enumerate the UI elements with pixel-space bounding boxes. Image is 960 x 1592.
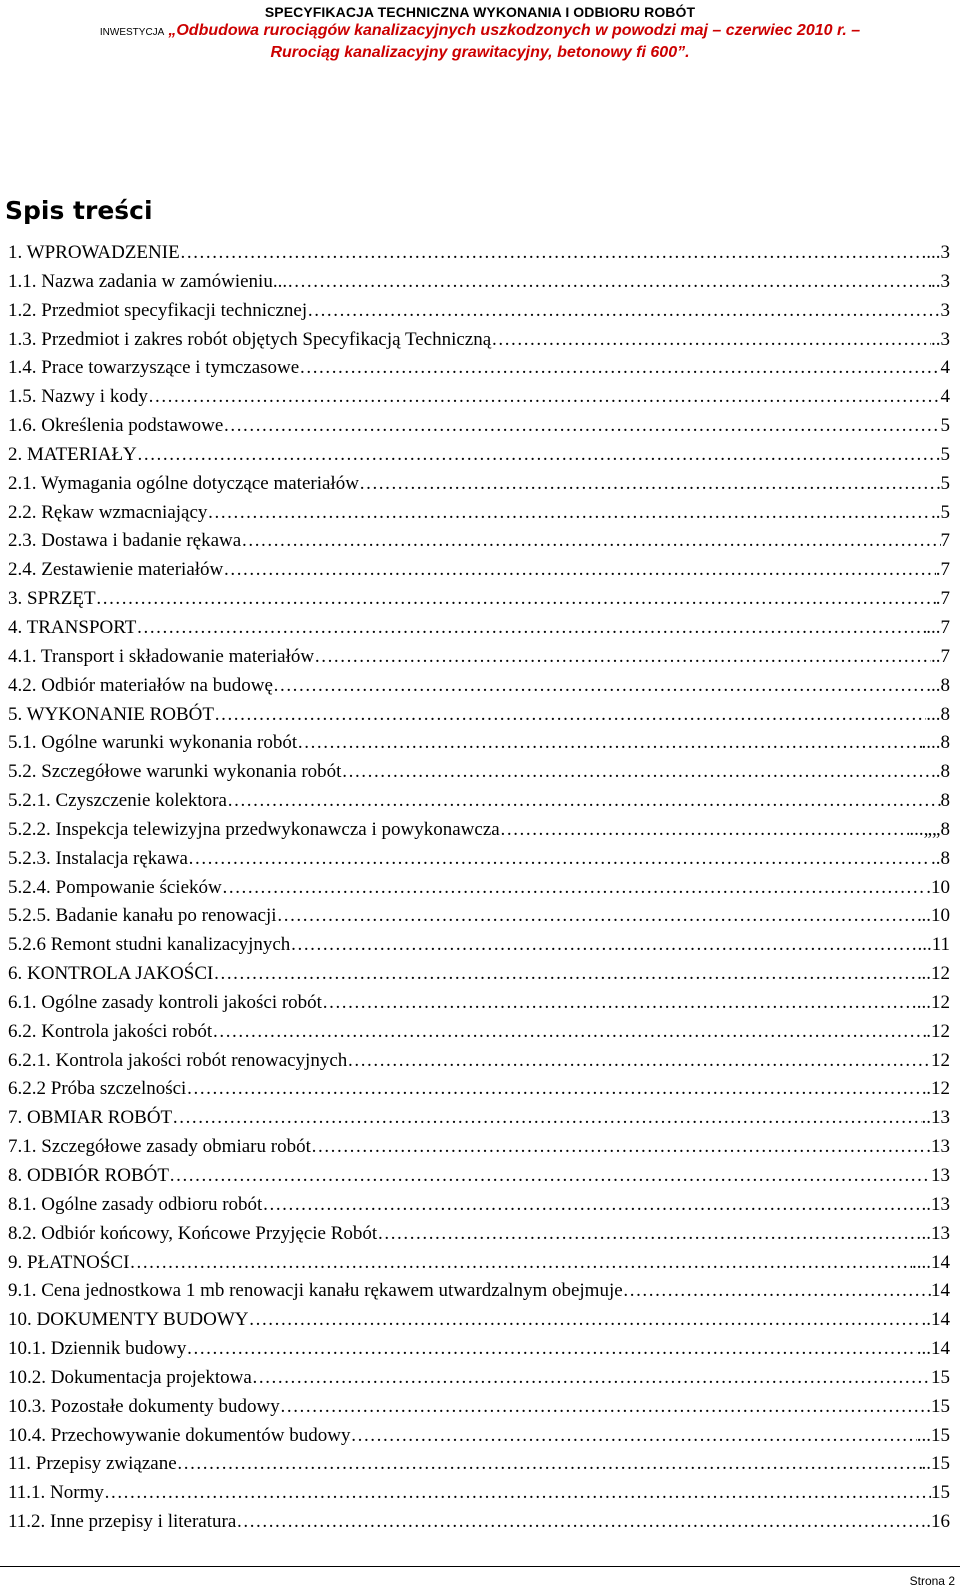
toc-entry[interactable] <box>8 845 950 874</box>
toc-dot-leader <box>262 1191 921 1220</box>
toc-entry[interactable] <box>8 1075 950 1104</box>
toc-entry-title: 4. TRANSPORT <box>8 616 137 638</box>
toc-dot-leader <box>297 729 921 758</box>
toc-entry[interactable] <box>8 1364 950 1393</box>
toc-entry[interactable] <box>8 874 950 903</box>
toc-entry[interactable] <box>8 1450 950 1479</box>
toc-entry-page: ...12 <box>916 991 950 1013</box>
toc-entry[interactable] <box>8 787 950 816</box>
toc-entry-page: ...14 <box>916 1338 950 1360</box>
toc-entry-page: 8 <box>940 790 950 812</box>
toc-entry-page: .12 <box>926 1020 950 1042</box>
toc-dot-leader <box>273 672 926 701</box>
toc-entry-page: ...8 <box>926 703 950 725</box>
toc-entry[interactable] <box>8 989 950 1018</box>
toc-entry-title: 10.3. Pozostałe dokumenty budowy <box>8 1395 280 1417</box>
toc-entry-page: .10 <box>926 876 950 898</box>
toc-entry[interactable] <box>8 758 950 787</box>
toc-entry-page: 14 <box>931 1280 950 1302</box>
toc-entry[interactable] <box>8 1047 950 1076</box>
toc-entry-page: ..10 <box>921 905 950 927</box>
toc-entry-title: 3. SPRZĘT <box>8 588 96 610</box>
toc-dot-leader <box>341 758 931 787</box>
toc-dot-leader <box>186 1335 916 1364</box>
toc-entry-title: 6.2.1. Kontrola jakości robót renowacyjnych <box>8 1049 348 1071</box>
toc-entry-page: .12 <box>926 1078 950 1100</box>
toc-dot-leader <box>359 470 941 499</box>
toc-entry-page: ...11 <box>917 934 950 956</box>
project-name-part-2: Rurociąg kanalizacyjny grawitacyjny, betonowy fi 600”. <box>270 44 690 61</box>
toc-entry-page: ..13 <box>921 1193 950 1215</box>
toc-entry-page: 15 <box>931 1482 950 1504</box>
toc-entry-title: 6. KONTROLA JAKOŚCI <box>8 963 214 985</box>
toc-dot-leader <box>236 1508 926 1537</box>
toc-entry-page: ...7 <box>926 616 950 638</box>
toc-entry-title: 6.1. Ogólne zasady kontroli jakości robót <box>8 991 322 1013</box>
toc-entry-page: ...„„8 <box>909 818 950 840</box>
toc-entry-title: 2.2. Rękaw wzmacniający <box>8 501 208 523</box>
toc-dot-leader <box>223 412 940 441</box>
toc-dot-leader <box>277 902 922 931</box>
toc-dot-leader <box>212 1018 926 1047</box>
toc-entry[interactable] <box>8 326 950 355</box>
toc-entry[interactable] <box>8 1306 950 1335</box>
toc-entry-page: 5 <box>940 472 950 494</box>
toc-entry-page: 12 <box>931 1049 950 1071</box>
toc-entry[interactable] <box>8 931 950 960</box>
toc-entry-page: 15 <box>931 1366 950 1388</box>
page-number: Strona 2 <box>909 1574 955 1588</box>
toc-entry[interactable] <box>8 239 950 268</box>
toc-dot-leader <box>350 1422 916 1451</box>
toc-entry[interactable] <box>8 960 950 989</box>
toc-dot-leader <box>137 441 936 470</box>
toc-entry-page: ....8 <box>921 732 950 754</box>
toc-dot-leader <box>136 614 926 643</box>
toc-entry-title: 10.2. Dokumentacja projektowa <box>8 1366 252 1388</box>
toc-entry-page: .15 <box>926 1395 950 1417</box>
toc-entry-title: 9.1. Cena jednostkowa 1 mb renowacji kanału rękawem utwardzalnym obejmuje <box>8 1280 623 1302</box>
toc-entry[interactable] <box>8 441 950 470</box>
toc-entry[interactable] <box>8 1508 950 1537</box>
footer-divider <box>0 1566 960 1567</box>
toc-entry-title: 6.2. Kontrola jakości robót <box>8 1020 213 1042</box>
toc-entry[interactable] <box>8 585 950 614</box>
toc-entry-page: .7 <box>935 559 950 581</box>
project-name-part-1: „Odbudowa rurociągów kanalizacyjnych uszkodzonych w powodzi maj – czerwiec 2010 r. – <box>168 22 861 39</box>
toc-entry-page: ....14 <box>912 1251 950 1273</box>
toc-entry[interactable] <box>8 1220 950 1249</box>
toc-entry[interactable] <box>8 383 950 412</box>
toc-dot-leader <box>311 1133 926 1162</box>
toc-entry-title: 1. WPROWADZENIE <box>8 242 180 263</box>
toc-entry-title: 5.2.4. Pompowanie ścieków <box>8 876 222 898</box>
toc-entry[interactable] <box>8 1191 950 1220</box>
toc-entry-title: 11.1. Normy <box>8 1482 104 1504</box>
toc-entry[interactable] <box>8 268 950 297</box>
toc-dot-leader <box>491 326 931 355</box>
toc-entry[interactable] <box>8 1422 950 1451</box>
toc-dot-leader <box>290 931 917 960</box>
toc-entry-page: ..12 <box>921 963 950 985</box>
toc-entry[interactable] <box>8 1018 950 1047</box>
toc-dot-leader <box>500 816 910 845</box>
toc-dot-leader <box>172 1104 921 1133</box>
toc-dot-leader <box>299 354 940 383</box>
toc-entry[interactable] <box>8 902 950 931</box>
toc-dot-leader <box>213 960 921 989</box>
toc-entry-page: ..13 <box>921 1107 950 1129</box>
toc-entry-title: 5.2. Szczegółowe warunki wykonania robót <box>8 761 342 783</box>
toc-dot-leader <box>287 268 931 297</box>
document-title: SPECYFIKACJA TECHNICZNA WYKONANIA I ODBIORU ROBÓT <box>264 4 696 20</box>
toc-dot-leader <box>180 239 927 268</box>
toc-entry-title: 6.2.2 Próba szczelności <box>8 1078 187 1100</box>
toc-entry-page: 4 <box>940 357 950 379</box>
toc-entry-page: 3 <box>940 299 950 321</box>
toc-entry-title: 7. OBMIAR ROBÓT <box>8 1107 173 1129</box>
toc-dot-leader <box>188 845 931 874</box>
toc-entry[interactable] <box>8 499 950 528</box>
toc-entry-page: .13 <box>926 1136 950 1158</box>
toc-entry-title: 2.4. Zestawienie materiałów <box>8 559 224 581</box>
toc-entry-page: ..3 <box>931 270 950 292</box>
toc-entry[interactable] <box>8 1133 950 1162</box>
toc-dot-leader <box>169 1162 931 1191</box>
toc-dot-leader <box>623 1277 931 1306</box>
toc-dot-leader <box>280 1393 926 1422</box>
toc-entry-page: ...8 <box>926 674 950 696</box>
table-of-contents <box>8 239 950 1537</box>
toc-entry[interactable] <box>8 470 950 499</box>
toc-entry-title: 5.2.5. Badanie kanału po renowacji <box>8 905 277 927</box>
toc-entry-title: 10.1. Dziennik budowy <box>8 1338 187 1360</box>
toc-entry-page: ..14 <box>921 1309 950 1331</box>
toc-entry-title: 5.2.1. Czyszczenie kolektora <box>8 790 227 812</box>
toc-entry-title: 1.2. Przedmiot specyfikacji technicznej <box>8 299 308 321</box>
toc-entry-title: 5.1. Ogólne warunki wykonania robót <box>8 732 298 754</box>
toc-dot-leader <box>207 499 931 528</box>
toc-entry[interactable] <box>8 297 950 326</box>
toc-entry[interactable] <box>8 354 950 383</box>
toc-entry-page: 13 <box>931 1165 950 1186</box>
toc-entry-title: 11. Przepisy związane <box>8 1453 177 1475</box>
toc-dot-leader <box>322 989 917 1018</box>
toc-entry[interactable] <box>8 1479 950 1508</box>
toc-entry-title: 5.2.3. Instalacja rękawa <box>8 847 188 869</box>
project-line-1 <box>0 22 960 40</box>
toc-entry-title: 11.2. Inne przepisy i literatura <box>8 1511 237 1533</box>
toc-dot-leader <box>248 1306 921 1335</box>
toc-dot-leader <box>252 1364 931 1393</box>
toc-dot-leader <box>307 297 940 326</box>
toc-entry-title: 8.2. Odbiór końcowy, Końcowe Przyjęcie Robót <box>8 1222 378 1244</box>
toc-entry[interactable] <box>8 672 950 701</box>
toc-entry[interactable] <box>8 1249 950 1278</box>
toc-entry[interactable] <box>8 701 950 730</box>
toc-entry-title: 4.2. Odbiór materiałów na budowę <box>8 674 273 696</box>
toc-dot-leader <box>241 527 940 556</box>
toc-entry-title: 5.2.6 Remont studni kanalizacyjnych <box>8 934 291 956</box>
toc-dot-leader <box>377 1220 921 1249</box>
toc-dot-leader <box>177 1450 922 1479</box>
toc-entry[interactable] <box>8 556 950 585</box>
toc-entry-page: 5 <box>940 415 950 437</box>
toc-entry-page: ..8 <box>931 847 950 869</box>
toc-entry-page: ...15 <box>916 1424 950 1446</box>
toc-entry-title: 1.1. Nazwa zadania w zamówieniu... <box>8 270 288 292</box>
toc-entry-title: 2.1. Wymagania ogólne dotyczące materiałów <box>8 472 359 494</box>
toc-entry-page: ..8 <box>931 761 950 783</box>
toc-entry[interactable] <box>8 816 950 845</box>
toc-entry-page: .16 <box>926 1511 950 1533</box>
toc-entry[interactable] <box>8 412 950 441</box>
toc-entry-title: 1.6. Określenia podstawowe <box>8 415 224 437</box>
toc-entry-page: ..5 <box>931 501 950 523</box>
toc-dot-leader <box>223 556 935 585</box>
toc-dot-leader <box>148 383 941 412</box>
toc-entry-title: 2.3. Dostawa i badanie rękawa <box>8 530 242 552</box>
toc-entry[interactable] <box>8 643 950 672</box>
toc-dot-leader <box>214 701 926 730</box>
toc-entry-page: 7 <box>940 530 950 552</box>
toc-entry-title: 1.5. Nazwy i kody <box>8 386 148 408</box>
toc-entry[interactable] <box>8 527 950 556</box>
toc-dot-leader <box>222 874 927 903</box>
investment-label: INWESTYCJA <box>99 27 165 38</box>
toc-dot-leader <box>314 643 931 672</box>
toc-entry-title: 2. MATERIAŁY <box>8 443 137 465</box>
toc-entry-title: 5.2.2. Inspekcja telewizyjna przedwykonawcza i powykonawcza <box>8 818 500 840</box>
toc-entry-title: 8. ODBIÓR ROBÓT <box>8 1165 169 1186</box>
toc-entry-title: 1.4. Prace towarzyszące i tymczasowe <box>8 357 300 379</box>
toc-heading: Spis treści <box>5 196 153 225</box>
toc-entry[interactable] <box>8 1393 950 1422</box>
toc-dot-leader <box>96 585 936 614</box>
toc-entry-title: 7.1. Szczegółowe zasady obmiaru robót <box>8 1136 311 1158</box>
toc-entry-page: ...3 <box>926 242 950 263</box>
toc-entry[interactable] <box>8 1335 950 1364</box>
toc-entry[interactable] <box>8 614 950 643</box>
toc-entry[interactable] <box>8 1277 950 1306</box>
toc-entry-page: ..3 <box>931 328 950 350</box>
toc-entry-title: 5. WYKONANIE ROBÓT <box>8 703 214 725</box>
toc-dot-leader <box>227 787 941 816</box>
toc-entry-page: .5 <box>935 443 950 465</box>
toc-entry-page: 4 <box>940 386 950 408</box>
toc-dot-leader <box>186 1075 926 1104</box>
toc-entry-title: 4.1. Transport i składowanie materiałów <box>8 645 315 667</box>
toc-dot-leader <box>129 1249 912 1278</box>
toc-entry-title: 10.4. Przechowywanie dokumentów budowy <box>8 1424 351 1446</box>
toc-entry-page: ..7 <box>931 645 950 667</box>
toc-dot-leader <box>347 1047 931 1076</box>
toc-entry-page: .7 <box>935 588 950 610</box>
toc-entry[interactable] <box>8 1104 950 1133</box>
toc-dot-leader <box>104 1479 931 1508</box>
toc-entry-page: ..15 <box>921 1453 950 1475</box>
toc-entry-title: 1.3. Przedmiot i zakres robót objętych Specyfikacją Techniczną <box>8 328 492 350</box>
toc-entry-title: 10. DOKUMENTY BUDOWY <box>8 1309 249 1331</box>
toc-entry[interactable] <box>8 1162 950 1191</box>
toc-entry-title: 9. PŁATNOŚCI <box>8 1251 130 1273</box>
toc-entry-title: 8.1. Ogólne zasady odbioru robót <box>8 1193 263 1215</box>
toc-entry[interactable] <box>8 729 950 758</box>
toc-entry-page: ..13 <box>921 1222 950 1244</box>
